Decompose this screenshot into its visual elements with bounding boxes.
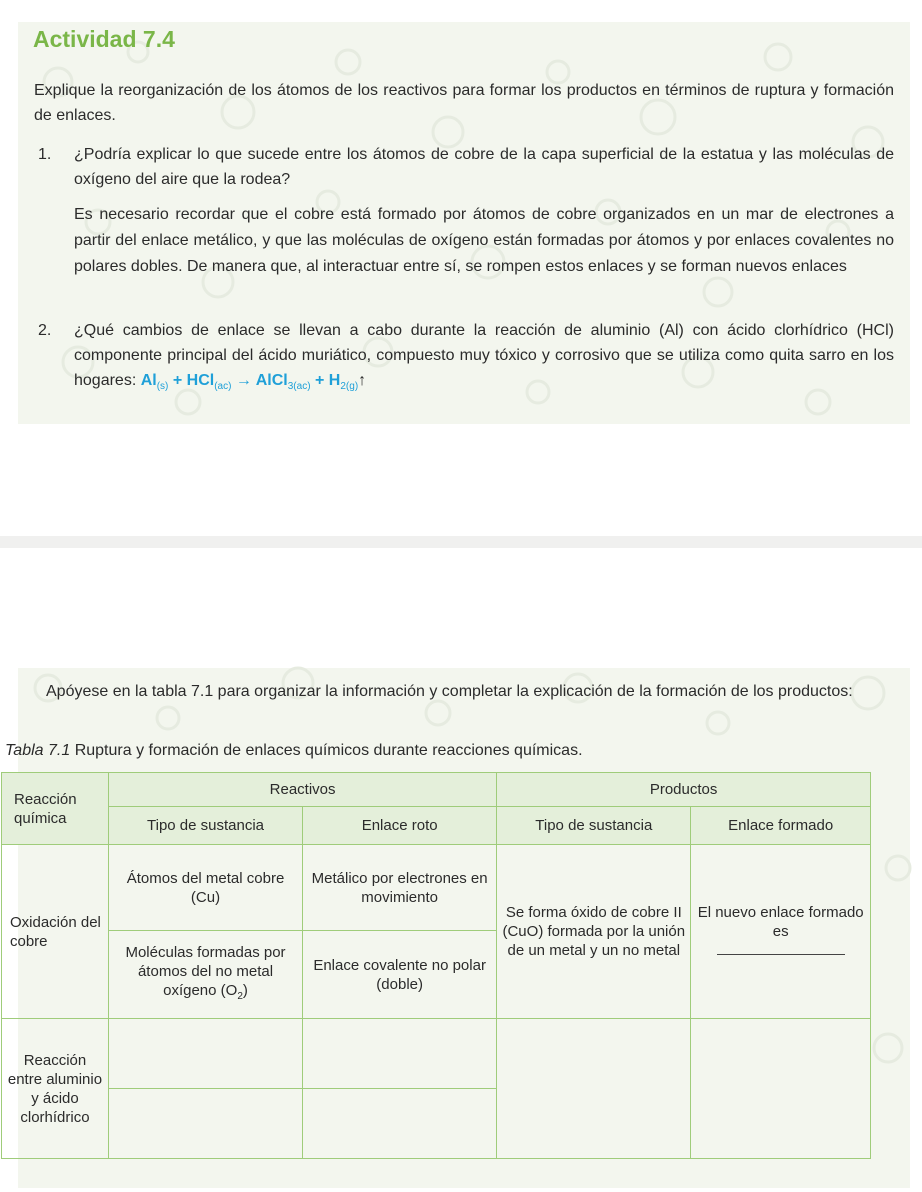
activity-panel <box>18 22 910 424</box>
cell-enlace-metalico: Metálico por electrones en movimiento <box>303 845 497 931</box>
blank-cell-5[interactable] <box>108 1089 302 1159</box>
header-enlace-formado: Enlace formado <box>691 807 871 845</box>
page-divider <box>0 536 922 548</box>
question-2-number: 2. <box>38 322 52 339</box>
table-panel <box>5 668 910 1188</box>
enlace-formado-text: El nuevo enlace formado es <box>697 904 864 940</box>
question-1-number: 1. <box>38 146 52 163</box>
gas-arrow-icon: ↑ <box>358 372 367 389</box>
chemical-equation: $Al_{(s)} + HCl_{(ac)}$ → AlCl$_{3(ac)}$ + $H_{2(g)}$ <box>140 372 359 393</box>
table-instruction: Apóyese en la tabla 7.1 para organizar la información y completar la explicación de la formación de los productos: <box>46 683 853 700</box>
cell-atomos-cobre: Átomos del metal cobre (Cu) <box>108 845 302 931</box>
table-caption: Tabla 7.1 Ruptura y formación de enlaces químicos durante reacciones químicas. <box>5 742 583 759</box>
question-2-question: ¿Qué cambios de enlace se llevan a cabo durante la reacción de aluminio (Al) con ácido clorhídrico (HCl) componente principal del ácido muriático, compuesto muy tóxico y corrosivo que se utiliza como quita sarro en los hogares: <box>74 322 894 389</box>
header-reactivos: Reactivos <box>108 773 496 807</box>
row-aluminio-label: Reacción entre aluminio y ácido clorhídrico <box>2 1019 109 1159</box>
blank-cell-2[interactable] <box>303 1019 497 1089</box>
header-reaction: Reacción química <box>2 773 109 845</box>
header-enlace-roto: Enlace roto <box>303 807 497 845</box>
blank-cell-3[interactable] <box>497 1019 691 1159</box>
question-1-text: ¿Podría explicar lo que sucede entre los átomos de cobre de la capa superficial de la estatua y las moléculas de oxígeno del aire que la rodea? <box>74 146 894 188</box>
blank-cell-1[interactable] <box>108 1019 302 1089</box>
cell-oxido-cobre: Se forma óxido de cobre II (CuO) formada por la unión de un metal y un no metal <box>497 845 691 1019</box>
row-oxidacion-label: Oxidación del cobre <box>2 845 109 1019</box>
header-productos: Productos <box>497 773 871 807</box>
header-tipo-sustancia-producto: Tipo de sustancia <box>497 807 691 845</box>
cell-enlace-formado <box>691 845 871 1019</box>
activity-intro: Explique la reorganización de los átomos de los reactivos para formar los productos en términos de ruptura y formación de enlaces. <box>34 82 894 124</box>
answer-blank[interactable] <box>717 942 845 955</box>
bonds-table <box>1 772 871 1159</box>
question-2-text <box>74 318 894 399</box>
blank-cell-4[interactable] <box>691 1019 871 1159</box>
header-tipo-sustancia-reactivo: Tipo de sustancia <box>108 807 302 845</box>
blank-cell-6[interactable] <box>303 1089 497 1159</box>
activity-title: Actividad 7.4 <box>33 26 175 52</box>
cell-enlace-covalente: Enlace covalente no polar (doble) <box>303 931 497 1019</box>
question-1-answer: Es necesario recordar que el cobre está formado por átomos de cobre organizados en un mar de electrones a partir del enlace metálico, y que las moléculas de oxígeno están formadas por átomos y por enlaces covalentes no polares dobles. De manera que, al interactuar entre sí, se rompen estos enlaces y se forman nuevos enlaces <box>74 206 894 275</box>
cell-moleculas-oxigeno: Moléculas formadas por átomos del no metal oxígeno $(O_2)$ <box>108 931 302 1019</box>
